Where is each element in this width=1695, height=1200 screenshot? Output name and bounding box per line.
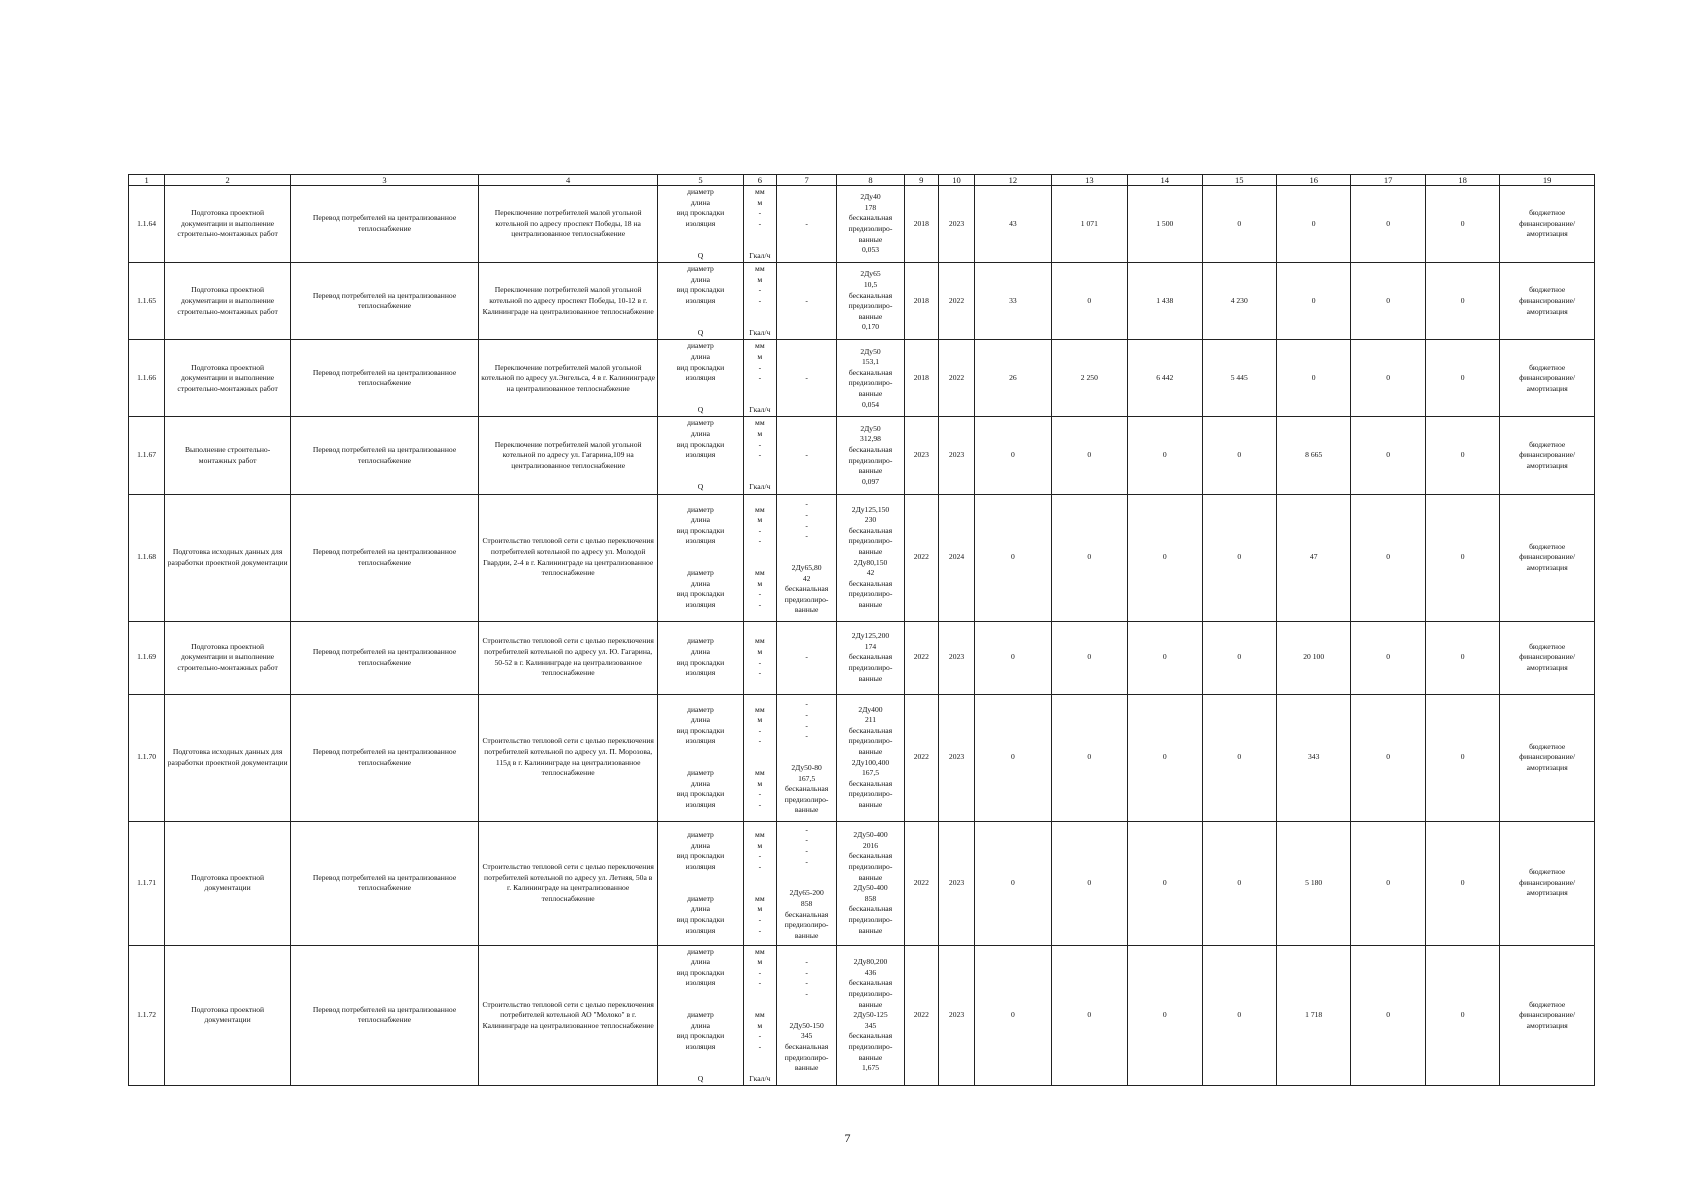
cost-col-15-cell: 0 bbox=[1202, 945, 1276, 1086]
row-number-cell: 1.1.68 bbox=[129, 494, 165, 621]
value-before-cell: - - - - 2Ду65-200 858 бесканальная предизолиро- ванные bbox=[776, 821, 836, 945]
column-number: 1 bbox=[129, 175, 165, 186]
end-year-cell: 2022 bbox=[938, 340, 974, 417]
cost-col-18-cell: 0 bbox=[1425, 340, 1499, 417]
value-before-cell: - bbox=[776, 621, 836, 694]
measure-cell: Перевод потребителей на централизованное теплоснабжение bbox=[290, 186, 478, 263]
cost-col-12-cell: 0 bbox=[975, 417, 1051, 494]
column-number: 6 bbox=[743, 175, 776, 186]
cost-col-16-cell: 0 bbox=[1276, 186, 1350, 263]
cost-col-17-cell: 0 bbox=[1351, 945, 1425, 1086]
value-after-cell: 2Ду50 153,1 бесканальная предизолиро- ванные 0,054 bbox=[837, 340, 904, 417]
parameters-cell: диаметр длина вид прокладки изоляция диаметр длина вид прокладки изоляция bbox=[658, 494, 744, 621]
column-number: 7 bbox=[776, 175, 836, 186]
stage-cell: Подготовка проектной документации bbox=[165, 945, 291, 1086]
column-number-row bbox=[129, 175, 1595, 186]
column-number: 5 bbox=[658, 175, 744, 186]
description-cell: Переключение потребителей малой угольной котельной по адресу проспект Победы, 18 на централизованное теплоснабжение bbox=[479, 186, 658, 263]
description-cell: Строительство тепловой сети с целью переключения потребителей котельной по адресу ул. Летняя, 50а в г. Калининграде на централизованное теплоснабжение bbox=[479, 821, 658, 945]
funding-source-cell: бюджетное финансирование/ амортизация bbox=[1500, 417, 1595, 494]
stage-cell: Подготовка исходных данных для разработки проектной документации bbox=[165, 694, 291, 821]
start-year-cell: 2022 bbox=[904, 821, 938, 945]
units-cell: мм м - - мм м - - Гкал/ч bbox=[743, 945, 776, 1086]
stage-cell: Подготовка проектной документации bbox=[165, 821, 291, 945]
stage-cell: Подготовка проектной документации и выполнение строительно-монтажных работ bbox=[165, 263, 291, 340]
stage-cell: Подготовка проектной документации и выполнение строительно-монтажных работ bbox=[165, 621, 291, 694]
cost-col-18-cell: 0 bbox=[1425, 945, 1499, 1086]
cost-col-18-cell: 0 bbox=[1425, 417, 1499, 494]
cost-col-13-cell: 1 071 bbox=[1051, 186, 1127, 263]
cost-col-14-cell: 0 bbox=[1128, 621, 1202, 694]
table-row bbox=[129, 945, 1595, 1086]
cost-col-16-cell: 5 180 bbox=[1276, 821, 1350, 945]
funding-source-cell: бюджетное финансирование/ амортизация bbox=[1500, 945, 1595, 1086]
table-row bbox=[129, 694, 1595, 821]
cost-col-18-cell: 0 bbox=[1425, 821, 1499, 945]
table-row bbox=[129, 821, 1595, 945]
cost-col-16-cell: 0 bbox=[1276, 263, 1350, 340]
cost-col-14-cell: 1 438 bbox=[1128, 263, 1202, 340]
cost-col-12-cell: 0 bbox=[975, 945, 1051, 1086]
units-cell: мм м - - Гкал/ч bbox=[743, 417, 776, 494]
end-year-cell: 2022 bbox=[938, 263, 974, 340]
cost-col-15-cell: 0 bbox=[1202, 494, 1276, 621]
end-year-cell: 2023 bbox=[938, 945, 974, 1086]
cost-col-18-cell: 0 bbox=[1425, 494, 1499, 621]
cost-col-12-cell: 33 bbox=[975, 263, 1051, 340]
column-number: 12 bbox=[975, 175, 1051, 186]
cost-col-15-cell: 0 bbox=[1202, 621, 1276, 694]
cost-col-14-cell: 0 bbox=[1128, 821, 1202, 945]
cost-col-15-cell: 0 bbox=[1202, 186, 1276, 263]
column-number: 2 bbox=[165, 175, 291, 186]
cost-col-13-cell: 0 bbox=[1051, 494, 1127, 621]
row-number-cell: 1.1.65 bbox=[129, 263, 165, 340]
stage-cell: Выполнение строительно-монтажных работ bbox=[165, 417, 291, 494]
cost-col-12-cell: 0 bbox=[975, 621, 1051, 694]
value-before-cell: - - - - 2Ду50-150 345 бесканальная предизолиро- ванные bbox=[776, 945, 836, 1086]
funding-source-cell: бюджетное финансирование/ амортизация bbox=[1500, 340, 1595, 417]
table-row bbox=[129, 417, 1595, 494]
investment-program-table bbox=[128, 174, 1595, 1086]
start-year-cell: 2018 bbox=[904, 263, 938, 340]
value-before-cell: - - - - 2Ду50-80 167,5 бесканальная предизолиро- ванные bbox=[776, 694, 836, 821]
cost-col-13-cell: 0 bbox=[1051, 945, 1127, 1086]
value-after-cell: 2Ду65 10,5 бесканальная предизолиро- ванные 0,170 bbox=[837, 263, 904, 340]
row-number-cell: 1.1.64 bbox=[129, 186, 165, 263]
cost-col-17-cell: 0 bbox=[1351, 621, 1425, 694]
funding-source-cell: бюджетное финансирование/ амортизация bbox=[1500, 186, 1595, 263]
measure-cell: Перевод потребителей на централизованное теплоснабжение bbox=[290, 945, 478, 1086]
column-number: 13 bbox=[1051, 175, 1127, 186]
parameters-cell: диаметр длина вид прокладки изоляция диаметр длина вид прокладки изоляция Q bbox=[658, 945, 744, 1086]
description-cell: Переключение потребителей малой угольной котельной по адресу ул.Энгельса, 4 в г. Калининграде на централизованное теплоснабжение bbox=[479, 340, 658, 417]
end-year-cell: 2024 bbox=[938, 494, 974, 621]
measure-cell: Перевод потребителей на централизованное теплоснабжение bbox=[290, 340, 478, 417]
end-year-cell: 2023 bbox=[938, 186, 974, 263]
column-number: 9 bbox=[904, 175, 938, 186]
parameters-cell: диаметр длина вид прокладки изоляция диаметр длина вид прокладки изоляция bbox=[658, 694, 744, 821]
cost-col-16-cell: 20 100 bbox=[1276, 621, 1350, 694]
cost-col-13-cell: 0 bbox=[1051, 417, 1127, 494]
cost-col-12-cell: 0 bbox=[975, 821, 1051, 945]
value-after-cell: 2Ду125,150 230 бесканальная предизолиро- ванные 2Ду80,150 42 бесканальная предизолиро- ванные bbox=[837, 494, 904, 621]
value-after-cell: 2Ду400 211 бесканальная предизолиро- ванные 2Ду100,400 167,5 бесканальная предизолиро- ванные bbox=[837, 694, 904, 821]
measure-cell: Перевод потребителей на централизованное теплоснабжение bbox=[290, 694, 478, 821]
table-body bbox=[129, 175, 1595, 1086]
value-after-cell: 2Ду80,200 436 бесканальная предизолиро- ванные 2Ду50-125 345 бесканальная предизолиро- ванные 1,675 bbox=[837, 945, 904, 1086]
end-year-cell: 2023 bbox=[938, 821, 974, 945]
table-row bbox=[129, 621, 1595, 694]
cost-col-18-cell: 0 bbox=[1425, 263, 1499, 340]
funding-source-cell: бюджетное финансирование/ амортизация bbox=[1500, 263, 1595, 340]
cost-col-16-cell: 343 bbox=[1276, 694, 1350, 821]
stage-cell: Подготовка проектной документации и выполнение строительно-монтажных работ bbox=[165, 340, 291, 417]
column-number: 17 bbox=[1351, 175, 1425, 186]
units-cell: мм м - - Гкал/ч bbox=[743, 186, 776, 263]
cost-col-15-cell: 5 445 bbox=[1202, 340, 1276, 417]
cost-col-14-cell: 6 442 bbox=[1128, 340, 1202, 417]
measure-cell: Перевод потребителей на централизованное теплоснабжение bbox=[290, 263, 478, 340]
table-row bbox=[129, 494, 1595, 621]
cost-col-18-cell: 0 bbox=[1425, 186, 1499, 263]
row-number-cell: 1.1.72 bbox=[129, 945, 165, 1086]
cost-col-14-cell: 0 bbox=[1128, 945, 1202, 1086]
value-after-cell: 2Ду125,200 174 бесканальная предизолиро- ванные bbox=[837, 621, 904, 694]
row-number-cell: 1.1.69 bbox=[129, 621, 165, 694]
cost-col-14-cell: 1 500 bbox=[1128, 186, 1202, 263]
start-year-cell: 2023 bbox=[904, 417, 938, 494]
cost-col-12-cell: 26 bbox=[975, 340, 1051, 417]
cost-col-17-cell: 0 bbox=[1351, 417, 1425, 494]
value-after-cell: 2Ду40 178 бесканальная предизолиро- ванные 0,053 bbox=[837, 186, 904, 263]
column-number: 8 bbox=[837, 175, 904, 186]
cost-col-17-cell: 0 bbox=[1351, 263, 1425, 340]
start-year-cell: 2022 bbox=[904, 694, 938, 821]
cost-col-15-cell: 0 bbox=[1202, 694, 1276, 821]
funding-source-cell: бюджетное финансирование/ амортизация bbox=[1500, 694, 1595, 821]
funding-source-cell: бюджетное финансирование/ амортизация bbox=[1500, 821, 1595, 945]
start-year-cell: 2022 bbox=[904, 945, 938, 1086]
start-year-cell: 2018 bbox=[904, 186, 938, 263]
cost-col-15-cell: 0 bbox=[1202, 417, 1276, 494]
cost-col-17-cell: 0 bbox=[1351, 340, 1425, 417]
value-before-cell: - bbox=[776, 263, 836, 340]
description-cell: Строительство тепловой сети с целью переключения потребителей котельной АО "Молоко" в г. Калининграде на централизованное теплоснабжение bbox=[479, 945, 658, 1086]
cost-col-13-cell: 0 bbox=[1051, 694, 1127, 821]
start-year-cell: 2022 bbox=[904, 494, 938, 621]
column-number: 19 bbox=[1500, 175, 1595, 186]
row-number-cell: 1.1.71 bbox=[129, 821, 165, 945]
cost-col-13-cell: 0 bbox=[1051, 621, 1127, 694]
cost-col-12-cell: 43 bbox=[975, 186, 1051, 263]
parameters-cell: диаметр длина вид прокладки изоляция Q bbox=[658, 417, 744, 494]
cost-col-12-cell: 0 bbox=[975, 494, 1051, 621]
value-before-cell: - bbox=[776, 186, 836, 263]
value-before-cell: - - - - 2Ду65,80 42 бесканальная предизолиро- ванные bbox=[776, 494, 836, 621]
cost-col-13-cell: 0 bbox=[1051, 821, 1127, 945]
measure-cell: Перевод потребителей на централизованное теплоснабжение bbox=[290, 417, 478, 494]
cost-col-16-cell: 47 bbox=[1276, 494, 1350, 621]
cost-col-16-cell: 0 bbox=[1276, 340, 1350, 417]
units-cell: мм м - - Гкал/ч bbox=[743, 340, 776, 417]
description-cell: Строительство тепловой сети с целью переключения потребителей котельной по адресу ул. Ю. Гагарина, 50-52 в г. Калининграде на централизованное теплоснабжение bbox=[479, 621, 658, 694]
cost-col-18-cell: 0 bbox=[1425, 694, 1499, 821]
units-cell: мм м - - мм м - - bbox=[743, 494, 776, 621]
parameters-cell: диаметр длина вид прокладки изоляция Q bbox=[658, 340, 744, 417]
description-cell: Переключение потребителей малой угольной котельной по адресу ул. Гагарина,109 на централизованное теплоснабжение bbox=[479, 417, 658, 494]
row-number-cell: 1.1.66 bbox=[129, 340, 165, 417]
parameters-cell: диаметр длина вид прокладки изоляция Q bbox=[658, 186, 744, 263]
table-row bbox=[129, 340, 1595, 417]
start-year-cell: 2022 bbox=[904, 621, 938, 694]
units-cell: мм м - - мм м - - bbox=[743, 821, 776, 945]
description-cell: Строительство тепловой сети с целью переключения потребителей котельной по адресу ул. П. Морозова, 115д в г. Калининграде на централизованное теплоснабжение bbox=[479, 694, 658, 821]
end-year-cell: 2023 bbox=[938, 621, 974, 694]
cost-col-15-cell: 0 bbox=[1202, 821, 1276, 945]
description-cell: Строительство тепловой сети с целью переключения потребителей котельной по адресу ул. Молодой Гвардии, 2-4 в г. Калининграде на централизованное теплоснабжение bbox=[479, 494, 658, 621]
value-after-cell: 2Ду50 312,98 бесканальная предизолиро- ванные 0,097 bbox=[837, 417, 904, 494]
column-number: 10 bbox=[938, 175, 974, 186]
parameters-cell: диаметр длина вид прокладки изоляция bbox=[658, 621, 744, 694]
value-after-cell: 2Ду50-400 2016 бесканальная предизолиро- ванные 2Ду50-400 858 бесканальная предизолиро- ванные bbox=[837, 821, 904, 945]
cost-col-14-cell: 0 bbox=[1128, 417, 1202, 494]
units-cell: мм м - - bbox=[743, 621, 776, 694]
cost-col-12-cell: 0 bbox=[975, 694, 1051, 821]
row-number-cell: 1.1.70 bbox=[129, 694, 165, 821]
units-cell: мм м - - мм м - - bbox=[743, 694, 776, 821]
table-row bbox=[129, 263, 1595, 340]
funding-source-cell: бюджетное финансирование/ амортизация bbox=[1500, 494, 1595, 621]
column-number: 16 bbox=[1276, 175, 1350, 186]
description-cell: Переключение потребителей малой угольной котельной по адресу проспект Победы, 10-12 в г. Калининграде на централизованное теплоснабжение bbox=[479, 263, 658, 340]
column-number: 3 bbox=[290, 175, 478, 186]
cost-col-13-cell: 0 bbox=[1051, 263, 1127, 340]
cost-col-18-cell: 0 bbox=[1425, 621, 1499, 694]
end-year-cell: 2023 bbox=[938, 694, 974, 821]
cost-col-14-cell: 0 bbox=[1128, 694, 1202, 821]
cost-col-17-cell: 0 bbox=[1351, 494, 1425, 621]
column-number: 15 bbox=[1202, 175, 1276, 186]
cost-col-14-cell: 0 bbox=[1128, 494, 1202, 621]
parameters-cell: диаметр длина вид прокладки изоляция Q bbox=[658, 263, 744, 340]
value-before-cell: - bbox=[776, 417, 836, 494]
cost-col-17-cell: 0 bbox=[1351, 821, 1425, 945]
funding-source-cell: бюджетное финансирование/ амортизация bbox=[1500, 621, 1595, 694]
units-cell: мм м - - Гкал/ч bbox=[743, 263, 776, 340]
value-before-cell: - bbox=[776, 340, 836, 417]
cost-col-17-cell: 0 bbox=[1351, 186, 1425, 263]
stage-cell: Подготовка проектной документации и выполнение строительно-монтажных работ bbox=[165, 186, 291, 263]
page-number: 7 bbox=[844, 1131, 851, 1145]
measure-cell: Перевод потребителей на централизованное теплоснабжение bbox=[290, 821, 478, 945]
end-year-cell: 2023 bbox=[938, 417, 974, 494]
stage-cell: Подготовка исходных данных для разработки проектной документации bbox=[165, 494, 291, 621]
column-number: 18 bbox=[1425, 175, 1499, 186]
cost-col-16-cell: 8 665 bbox=[1276, 417, 1350, 494]
cost-col-17-cell: 0 bbox=[1351, 694, 1425, 821]
row-number-cell: 1.1.67 bbox=[129, 417, 165, 494]
column-number: 4 bbox=[479, 175, 658, 186]
measure-cell: Перевод потребителей на централизованное теплоснабжение bbox=[290, 621, 478, 694]
cost-col-15-cell: 4 230 bbox=[1202, 263, 1276, 340]
cost-col-13-cell: 2 250 bbox=[1051, 340, 1127, 417]
table-row bbox=[129, 186, 1595, 263]
cost-col-16-cell: 1 718 bbox=[1276, 945, 1350, 1086]
measure-cell: Перевод потребителей на централизованное теплоснабжение bbox=[290, 494, 478, 621]
parameters-cell: диаметр длина вид прокладки изоляция диаметр длина вид прокладки изоляция bbox=[658, 821, 744, 945]
start-year-cell: 2018 bbox=[904, 340, 938, 417]
column-number: 14 bbox=[1128, 175, 1202, 186]
